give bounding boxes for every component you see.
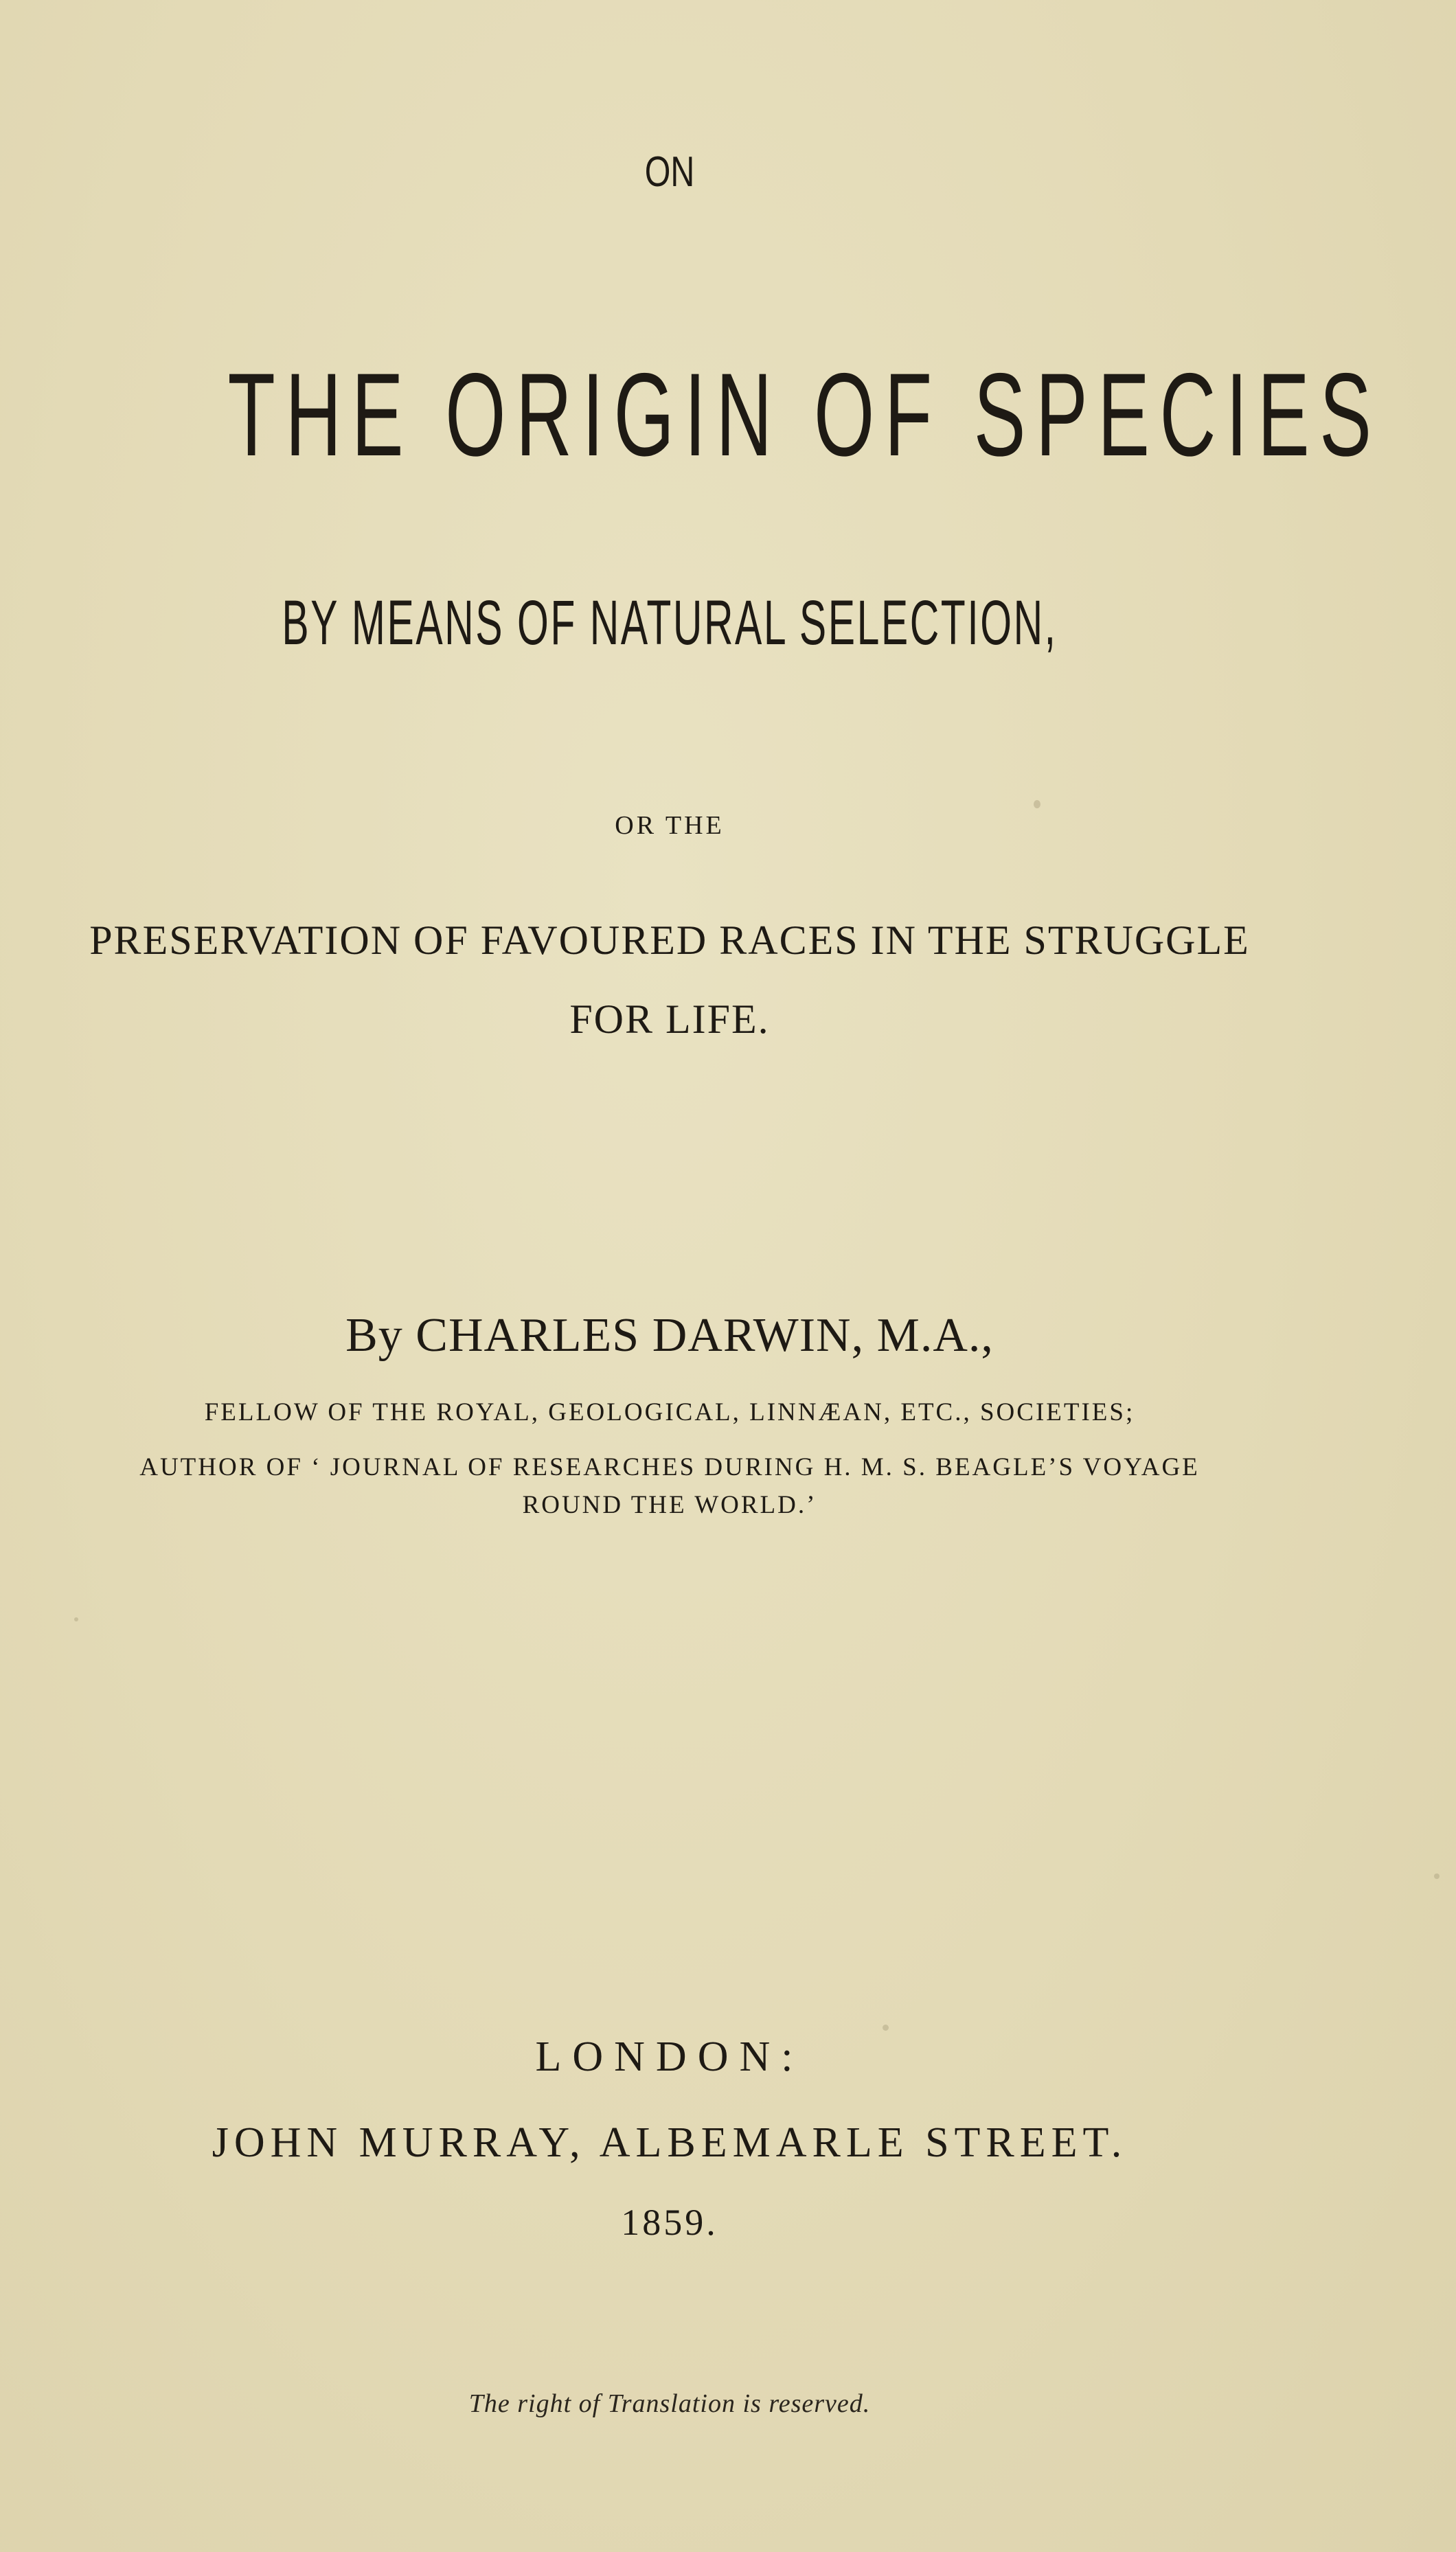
author-credential-works-continued: ROUND THE WORLD.’ <box>522 1491 817 1519</box>
alternate-title-line-2: FOR LIFE. <box>569 996 770 1042</box>
alternate-title-connector: OR THE <box>615 811 725 840</box>
publication-year: 1859. <box>621 2202 718 2243</box>
title-prefix: ON <box>644 148 695 196</box>
publisher-name: JOHN MURRAY, ALBEMARLE STREET. <box>212 2119 1128 2166</box>
author-name: By CHARLES DARWIN, M.A., <box>345 1309 994 1362</box>
rights-notice: The right of Translation is reserved. <box>468 2389 871 2418</box>
paper-speck <box>1034 800 1040 808</box>
paper-speck <box>883 2025 889 2031</box>
book-title: THE ORIGIN OF SPECIES <box>227 349 1382 481</box>
paper-speck <box>1434 1873 1440 1879</box>
paper-speck <box>74 1617 78 1621</box>
author-credential-works: AUTHOR OF ‘ JOURNAL OF RESEARCHES DURING H. M. S. BEAGLE’S VOYAGE <box>139 1453 1200 1481</box>
publication-city: LONDON: <box>535 2033 804 2080</box>
book-subtitle: BY MEANS OF NATURAL SELECTION, <box>282 588 1058 658</box>
alternate-title-line-1: PRESERVATION OF FAVOURED RACES IN THE STRUGGLE <box>89 918 1250 963</box>
author-credential-fellow: FELLOW OF THE ROYAL, GEOLOGICAL, LINNÆAN, ETC., SOCIETIES; <box>204 1398 1135 1426</box>
